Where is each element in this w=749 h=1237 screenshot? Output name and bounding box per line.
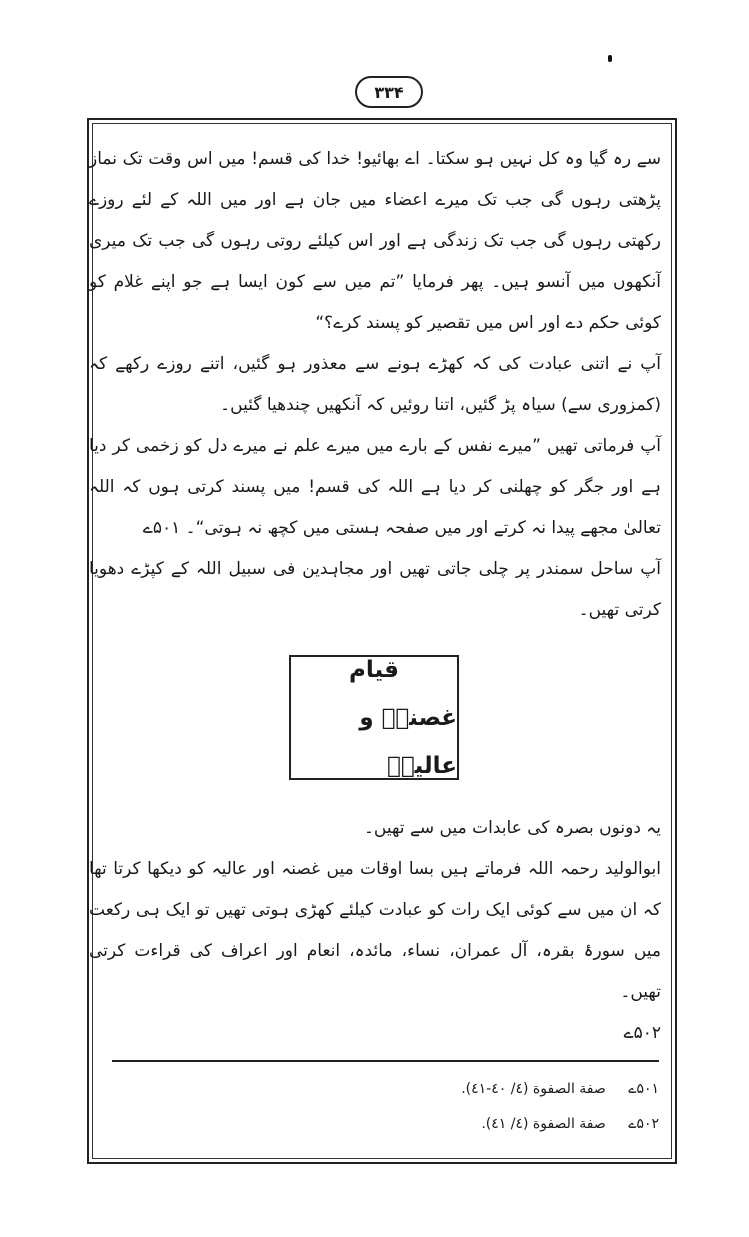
paragraph: آپ فرماتی تھیں ”میرے نفس کے بارے میں میرے علم نے میرے دل کو زخمی کر دیا ہے اور جگر کو چھلنی کر دیا ہے اللہ کی قسم! میں پسند کرتی ہوں کہ اللہ تعالیٰ مجھے پیدا نہ کرتے اور میں صفحہ ہستی میں کچھ نہ ہوتی“۔ ۵۰۱ے	[89, 436, 661, 538]
section-heading-title: قیام	[349, 656, 399, 683]
footnote	[99, 1114, 659, 1134]
section-heading-subtitle: غصنہؒ و عالیہؒ	[359, 704, 457, 779]
page-number: ۳۳۴	[355, 76, 423, 108]
reference-marker: ۵۰۲ے	[623, 1023, 661, 1043]
footnote-number: ۵۰۱ے	[628, 1081, 659, 1097]
paragraph: ابوالولید رحمہ اللہ فرماتے ہیں بسا اوقات میں غصنہ اور عالیہ کو دیکھا کرتا تھا کہ ان میں سے کوئی ایک رات کو عبادت کیلئے کھڑی ہوتی تھیں تو ایک ہی رکعت میں سورۂ بقرہ، آل عمران، نساء، مائدہ، انعام اور اعراف کی قراءت کرتی تھیں۔	[89, 859, 661, 1002]
paragraph: آپ نے اتنی عبادت کی کہ کھڑے ہونے سے معذور ہو گئیں، اتنے روزے رکھے کہ (کمزوری سے) سیاہ پڑ گئیں، اتنا روئیں کہ آنکھیں چندھیا گئیں۔	[89, 354, 661, 415]
footnote-text: صفة الصفوة (٤/ ٤٠-٤١).	[461, 1081, 606, 1097]
paragraph: یہ دونوں بصرہ کی عابدات میں سے تھیں۔	[363, 818, 661, 838]
section-heading-box	[289, 655, 459, 780]
body-text-bottom	[89, 808, 661, 1054]
scan-speck	[608, 55, 612, 62]
footnote-divider	[112, 1060, 659, 1062]
paragraph: آپ ساحل سمندر پر چلی جاتی تھیں اور مجاہدین فی سبیل اللہ کے کپڑے دھویا کرتی تھیں۔	[89, 559, 661, 620]
footnote-number: ۵۰۲ے	[628, 1116, 659, 1132]
footnote-text: صفة الصفوة (٤/ ٤١).	[481, 1116, 606, 1132]
paragraph: سے رہ گیا وہ کل نہیں ہو سکتا۔ اے بھائیو! خدا کی قسم! میں اس وقت تک نماز پڑھتی رہوں گی جب تک میرے اعضاء میں جان ہے اور میں اللہ کے لئے روزے رکھتی رہوں گی جب تک زندگی ہے اور اس کیلئے روتی رہوں گی جب تک میری آنکھوں میں آنسو ہیں۔ پھر فرمایا ”تم میں سے کون ایسا ہے جو اپنے غلام کو کوئی حکم دے اور اس میں تقصیر کو پسند کرے؟“	[89, 149, 661, 333]
footnote	[99, 1079, 659, 1099]
body-text-top	[89, 139, 661, 631]
